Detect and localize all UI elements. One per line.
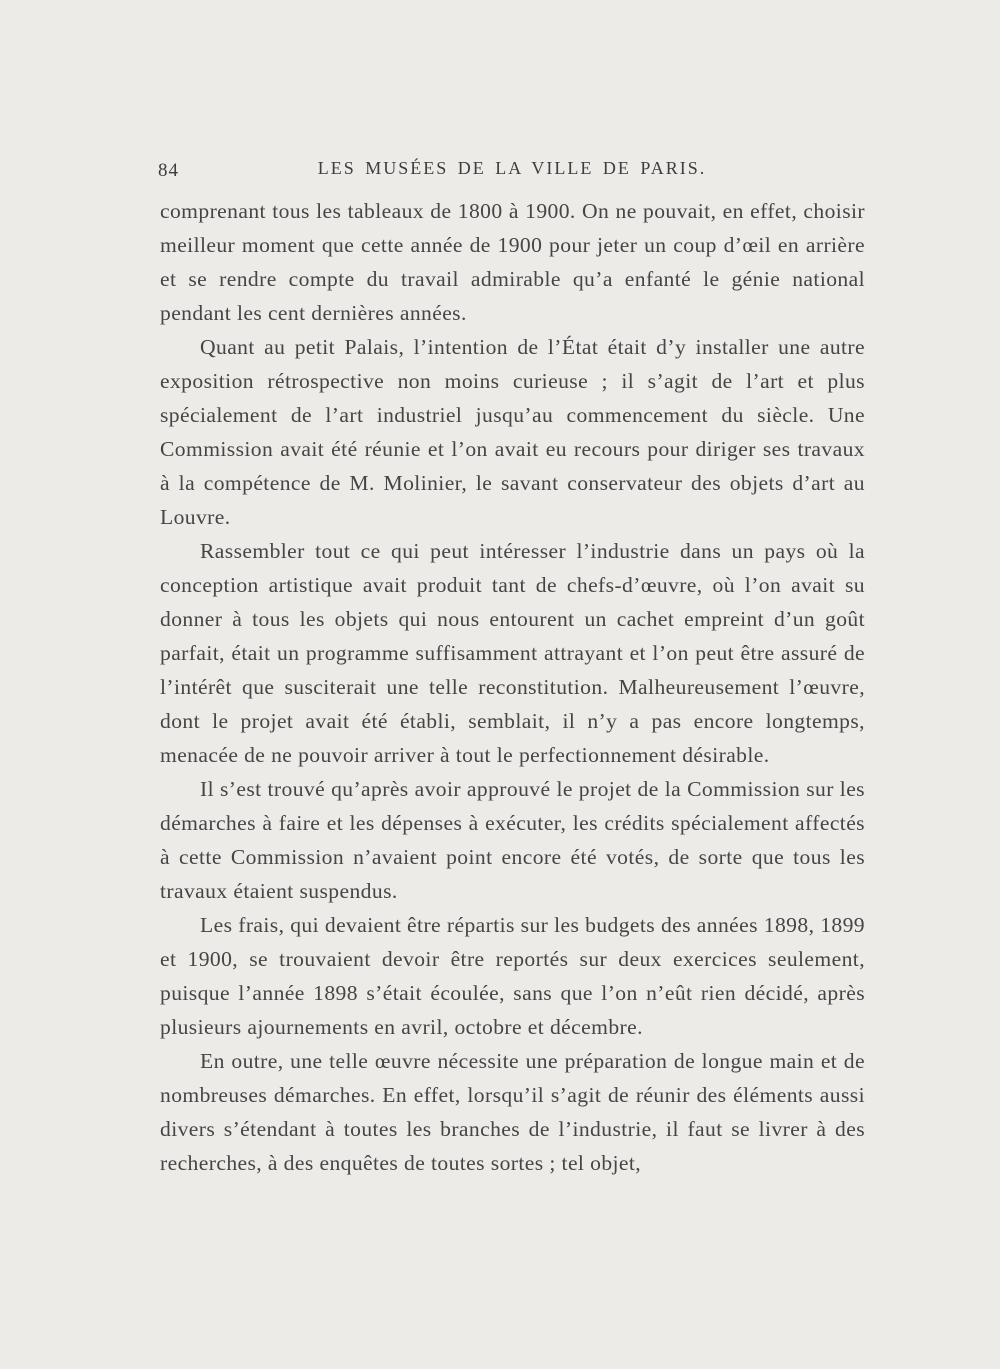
running-title: LES MUSÉES DE LA VILLE DE PARIS. [317,158,707,178]
page-number: 84 [158,160,179,181]
paragraph-1: comprenant tous les tableaux de 1800 à 1900. On ne pouvait, en effet, choisir meilleur moment que cette année de 1900 pour jeter un coup d’œil en arrière et se rendre compte du travail admirable qu’a enfanté le génie national pendant les cent dernières années. [160,199,865,325]
body-text [160,194,865,1180]
paragraph-4: Il s’est trouvé qu’après avoir approuvé le projet de la Commission sur les démarches à faire et les dépenses à exécuter, les crédits spécialement affectés à cette Commission n’avaient point encore été votés, de sorte que tous les travaux étaient suspendus. [160,777,865,903]
paragraph-3: Rassembler tout ce qui peut intéresser l’industrie dans un pays où la conception artistique avait produit tant de chefs-d’œuvre, où l’on avait su donner à tous les objets qui nous entourent un cachet empreint d’un goût parfait, était un programme suffisamment attrayant et l’on peut être assuré de l’intérêt que susciterait une telle reconstitution. Malheureusement l’œuvre, dont le projet avait été établi, semblait, il n’y a pas encore longtemps, menacée de ne pouvoir arriver à tout le perfectionnement désirable. [160,539,865,767]
page-header [158,150,866,186]
paragraph-6: En outre, une telle œuvre nécessite une préparation de longue main et de nombreuses démarches. En effet, lorsqu’il s’agit de réunir des éléments aussi divers s’étendant à toutes les branches de l’industrie, il faut se livrer à des recherches, à des enquêtes de toutes sortes ; tel objet, [160,1049,865,1175]
paragraph-5: Les frais, qui devaient être répartis sur les budgets des années 1898, 1899 et 1900, se trouvaient devoir être reportés sur deux exercices seulement, puisque l’année 1898 s’était écoulée, sans que l’on n’eût rien décidé, après plusieurs ajournements en avril, octobre et décembre. [160,913,865,1039]
paragraph-2: Quant au petit Palais, l’intention de l’État était d’y installer une autre exposition rétrospective non moins curieuse ; il s’agit de l’art et plus spécialement de l’art industriel jusqu’au commencement du siècle. Une Commission avait été réunie et l’on avait eu recours pour diriger ses travaux à la compétence de M. Molinier, le savant conservateur des objets d’art au Louvre. [160,335,865,529]
